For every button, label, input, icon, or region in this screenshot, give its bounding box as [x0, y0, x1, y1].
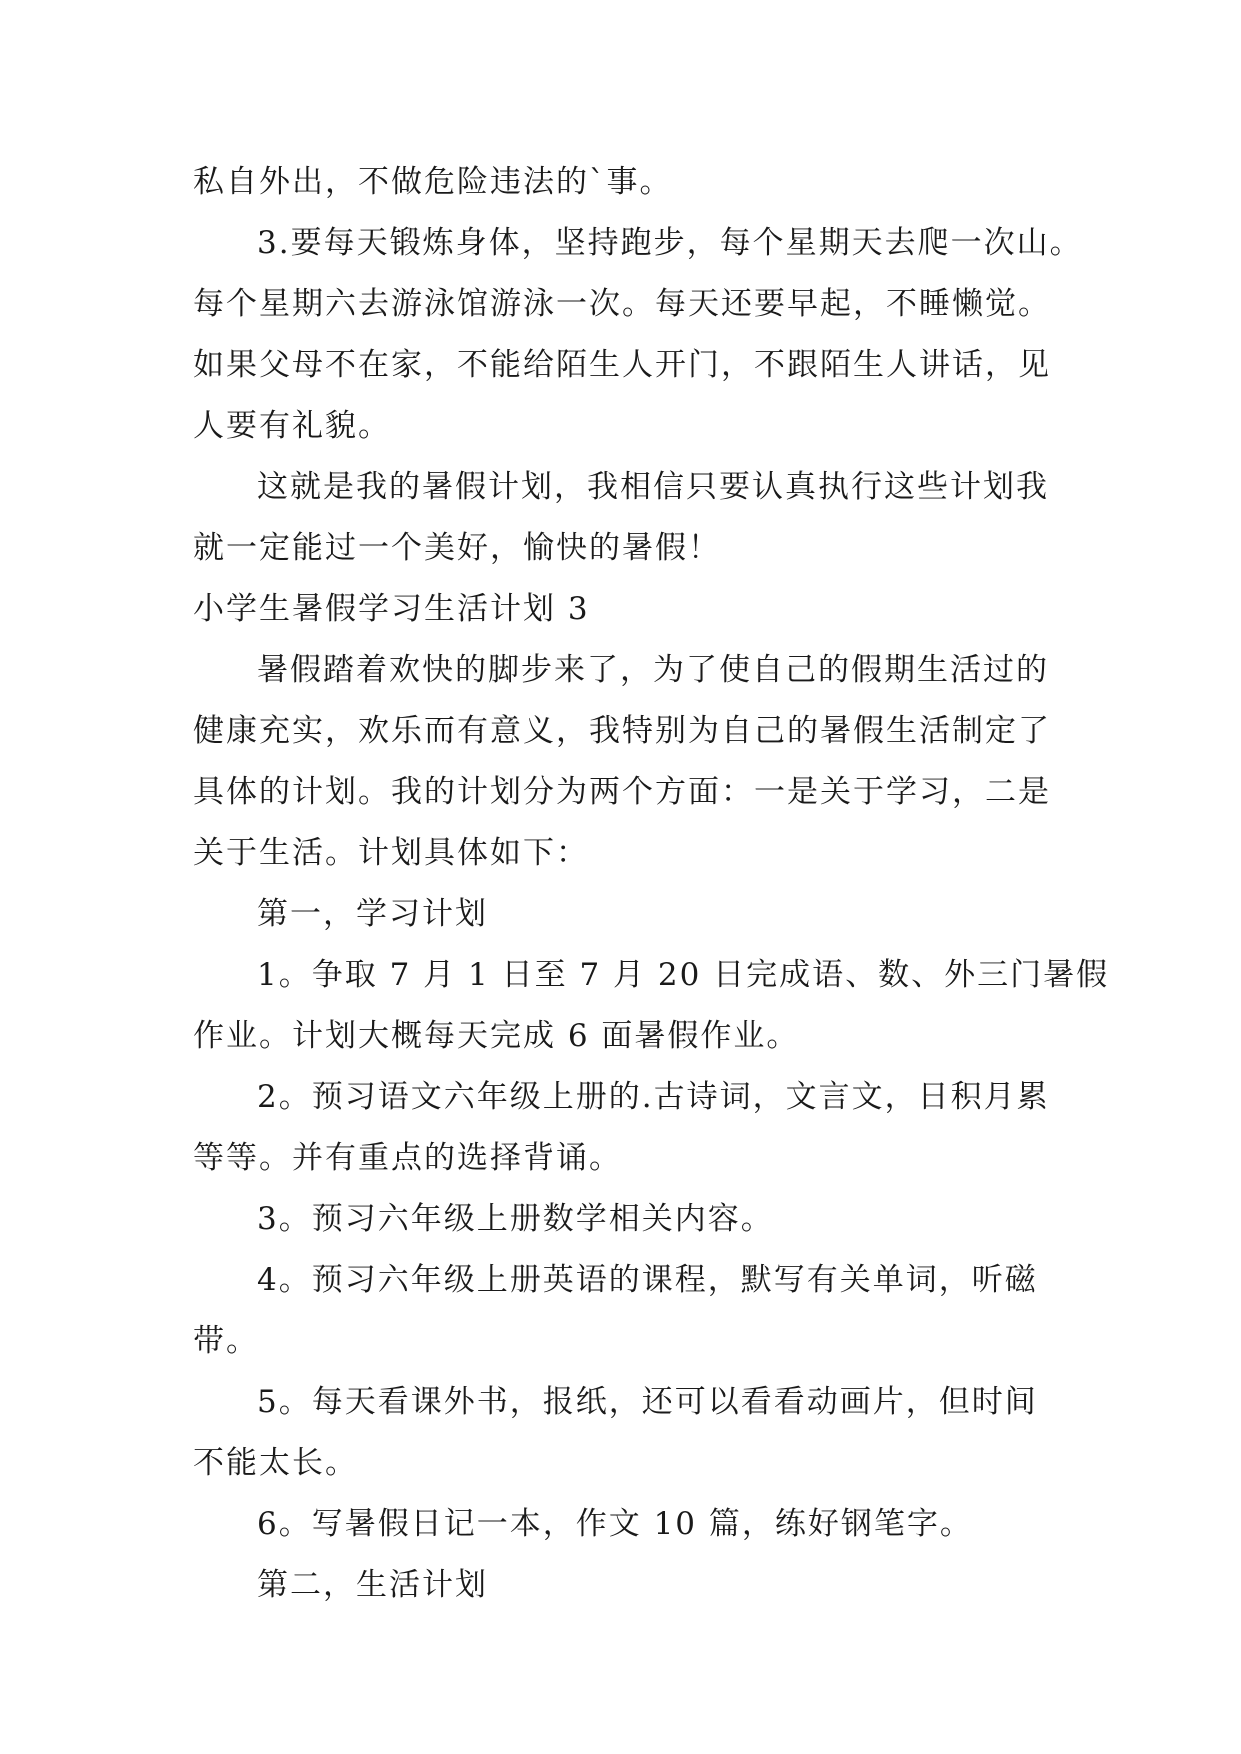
text-line: 第二，生活计划 — [257, 1567, 488, 1603]
text-line: 小学生暑假学习生活计划 3 — [193, 591, 590, 627]
text-line: 第一，学习计划 — [257, 896, 488, 932]
text-line: 私自外出，不做危险违法的`事。 — [193, 164, 673, 200]
text-line: 3。预习六年级上册数学相关内容。 — [257, 1201, 774, 1237]
text-line: 2。预习语文六年级上册的.古诗词，文言文，日积月累 — [257, 1079, 1050, 1115]
text-line: 4。预习六年级上册英语的课程，默写有关单词，听磁 — [257, 1262, 1038, 1298]
text-line: 不能太长。 — [193, 1445, 358, 1481]
text-line: 每个星期六去游泳馆游泳一次。每天还要早起，不睡懒觉。 — [193, 286, 1051, 322]
text-line: 如果父母不在家，不能给陌生人开门，不跟陌生人讲话，见 — [193, 347, 1051, 383]
text-line: 3.要每天锻炼身体，坚持跑步，每个星期天去爬一次山。 — [257, 225, 1083, 261]
text-line: 这就是我的暑假计划，我相信只要认真执行这些计划我 — [257, 469, 1049, 505]
text-line: 6。写暑假日记一本，作文 10 篇，练好钢笔字。 — [257, 1506, 973, 1542]
text-line: 就一定能过一个美好，愉快的暑假！ — [193, 530, 721, 566]
text-line: 人要有礼貌。 — [193, 408, 391, 444]
text-line: 带。 — [193, 1323, 259, 1359]
text-line: 健康充实，欢乐而有意义，我特别为自己的暑假生活制定了 — [193, 713, 1051, 749]
text-line: 5。每天看课外书，报纸，还可以看看动画片，但时间 — [257, 1384, 1038, 1420]
text-line: 暑假踏着欢快的脚步来了，为了使自己的假期生活过的 — [257, 652, 1049, 688]
document-body — [193, 152, 1110, 1616]
text-line: 关于生活。计划具体如下： — [193, 835, 589, 871]
text-line: 等等。并有重点的选择背诵。 — [193, 1140, 622, 1176]
text-line: 作业。计划大概每天完成 6 面暑假作业。 — [193, 1018, 800, 1054]
text-line: 具体的计划。我的计划分为两个方面：一是关于学习，二是 — [193, 774, 1051, 810]
text-line: 1。争取 7 月 1 日至 7 月 20 日完成语、数、外三门暑假 — [257, 957, 1110, 993]
